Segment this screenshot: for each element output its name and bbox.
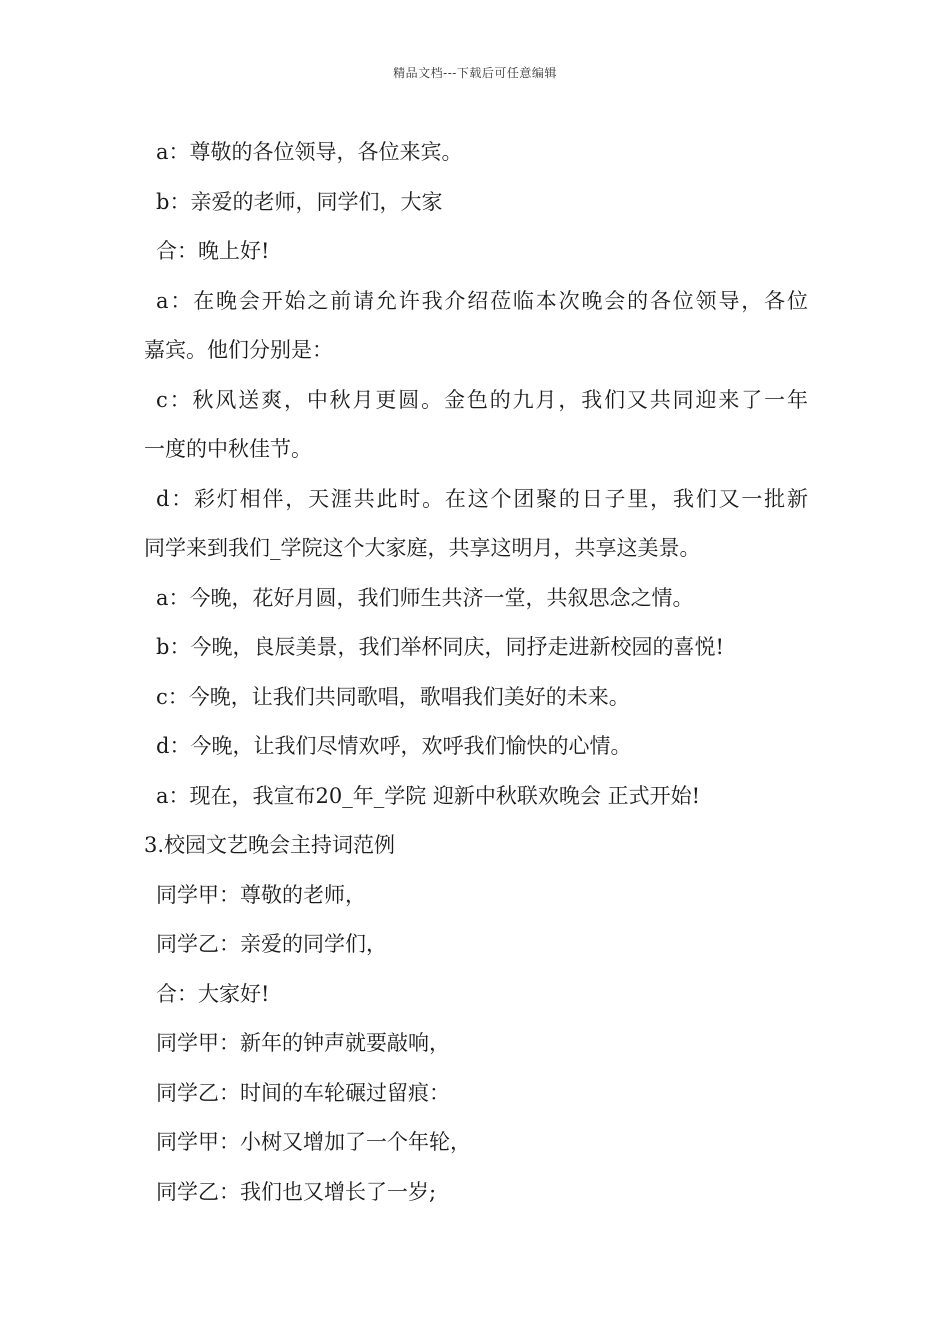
body-line: 同学乙：我们也又增长了一岁; xyxy=(156,1179,437,1204)
body-line: a：在晚会开始之前请允许我介绍莅临本次晚会的各位领导，各位 xyxy=(156,288,808,313)
body-line: 同学乙：亲爱的同学们， xyxy=(156,932,387,956)
document-body xyxy=(144,128,808,1217)
body-line: 同学来到我们_学院这个大家庭，共享这明月，共享这美景。 xyxy=(144,536,701,560)
body-line: d：彩灯相伴，天涯共此时。在这个团聚的日子里，我们又一批新 xyxy=(156,486,808,511)
body-line: 同学乙：时间的车轮碾过留痕： xyxy=(156,1080,450,1105)
page-header: 精品文档---下载后可任意编辑 xyxy=(393,66,557,80)
body-line: 同学甲：小树又增加了一个年轮， xyxy=(156,1130,471,1154)
body-line: b：今晚，良辰美景，我们举杯同庆，同抒走进新校园的喜悦! xyxy=(156,635,724,659)
body-line: a：今晚，花好月圆，我们师生共济一堂，共叙思念之情。 xyxy=(156,585,694,610)
body-line: c：今晚，让我们共同歌唱，歌唱我们美好的未来。 xyxy=(156,684,630,709)
body-line: 同学甲：尊敬的老师， xyxy=(156,882,366,907)
section-heading: 3.校园文艺晚会主持词范例 xyxy=(144,833,396,857)
body-line: 合：晚上好! xyxy=(156,239,270,263)
body-line: 同学甲：新年的钟声就要敲响， xyxy=(156,1031,450,1055)
body-line: a：尊敬的各位领导，各位来宾。 xyxy=(156,140,463,164)
body-line: a：现在，我宣布20_年_学院 迎新中秋联欢晚会 正式开始! xyxy=(156,783,701,808)
body-line: 嘉宾。他们分别是： xyxy=(144,338,333,362)
body-line: d：今晚，让我们尽情欢呼，欢呼我们愉快的心情。 xyxy=(156,734,632,758)
body-line: 合：大家好! xyxy=(156,981,270,1006)
body-line: c：秋风送爽，中秋月更圆。金色的九月，我们又共同迎来了一年 xyxy=(156,387,808,412)
body-line: 一度的中秋佳节。 xyxy=(144,437,312,461)
body-line: b：亲爱的老师，同学们，大家 xyxy=(156,189,443,214)
